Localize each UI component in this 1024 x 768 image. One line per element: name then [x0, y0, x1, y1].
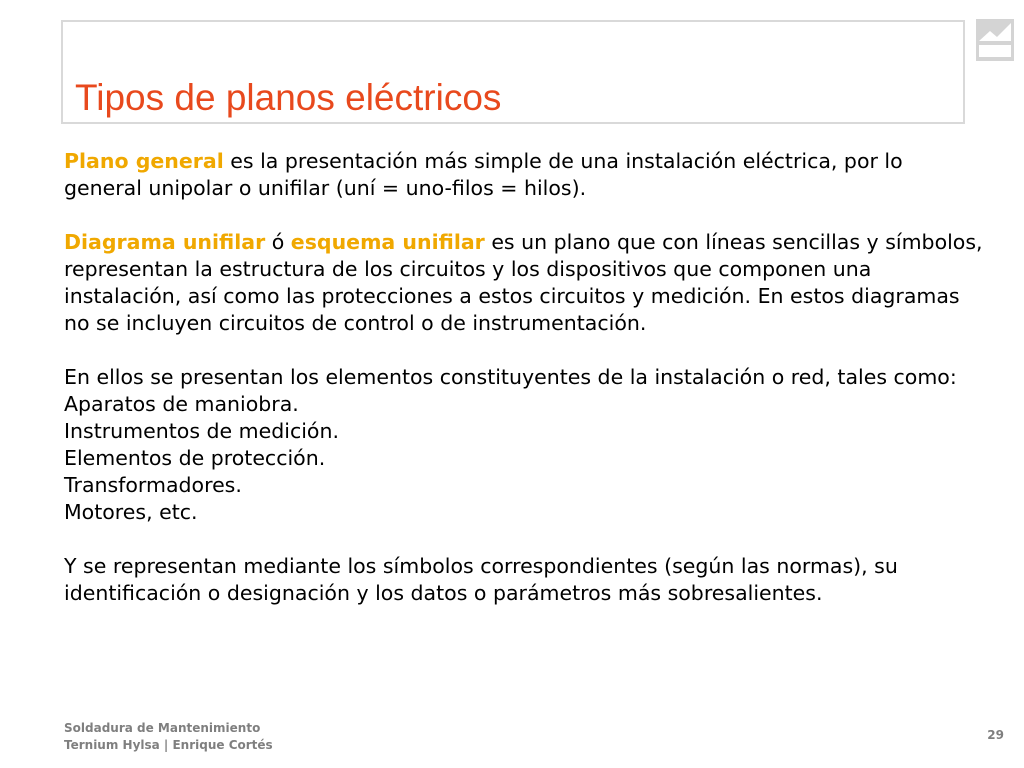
list-item: Motores, etc. — [64, 500, 198, 524]
paragraph-diagrama-unifilar — [64, 229, 984, 337]
paragraph-elementos-intro: En ellos se presentan los elementos constituyentes de la instalación o red, tales como: — [64, 365, 957, 389]
footer — [64, 720, 273, 754]
list-item: Transformadores. — [64, 473, 242, 497]
spacer — [64, 202, 984, 229]
slide-title: Tipos de planos eléctricos — [75, 77, 502, 118]
list-item: Elementos de protección. — [64, 446, 326, 470]
spacer — [64, 337, 984, 364]
slide-content — [64, 148, 984, 607]
term-diagrama-unifilar: Diagrama unifilar — [64, 230, 266, 254]
connector-text: ó — [265, 230, 291, 254]
footer-course: Soldadura de Mantenimiento — [64, 721, 261, 735]
page-number: 29 — [987, 728, 1004, 742]
term-esquema-unifilar: esquema unifilar — [290, 230, 485, 254]
ternium-logo-icon — [976, 19, 1014, 61]
paragraph-simbolos: Y se representan mediante los símbolos correspondientes (según las normas), su identificación o designación y los datos o parámetros más sobresalientes. — [64, 554, 898, 605]
paragraph-plano-general — [64, 148, 984, 202]
list-item: Instrumentos de medición. — [64, 419, 339, 443]
list-item: Aparatos de maniobra. — [64, 392, 299, 416]
spacer — [64, 526, 984, 553]
title-box — [61, 20, 965, 124]
footer-author: Ternium Hylsa | Enrique Cortés — [64, 738, 273, 752]
paragraph-text: es la presentación más simple de una instalación eléctrica, por lo general unipolar o unifilar (uní = uno-filos = hilos). — [64, 149, 903, 200]
paragraph-text: es un plano que con líneas sencillas y símbolos, representan la estructura de los circuitos y los dispositivos que componen una instalación, así como las protecciones a estos circuitos y medición. En estos diagramas no se incluyen circuitos de control o de instrumentación. — [64, 230, 983, 335]
term-plano-general: Plano general — [64, 149, 224, 173]
